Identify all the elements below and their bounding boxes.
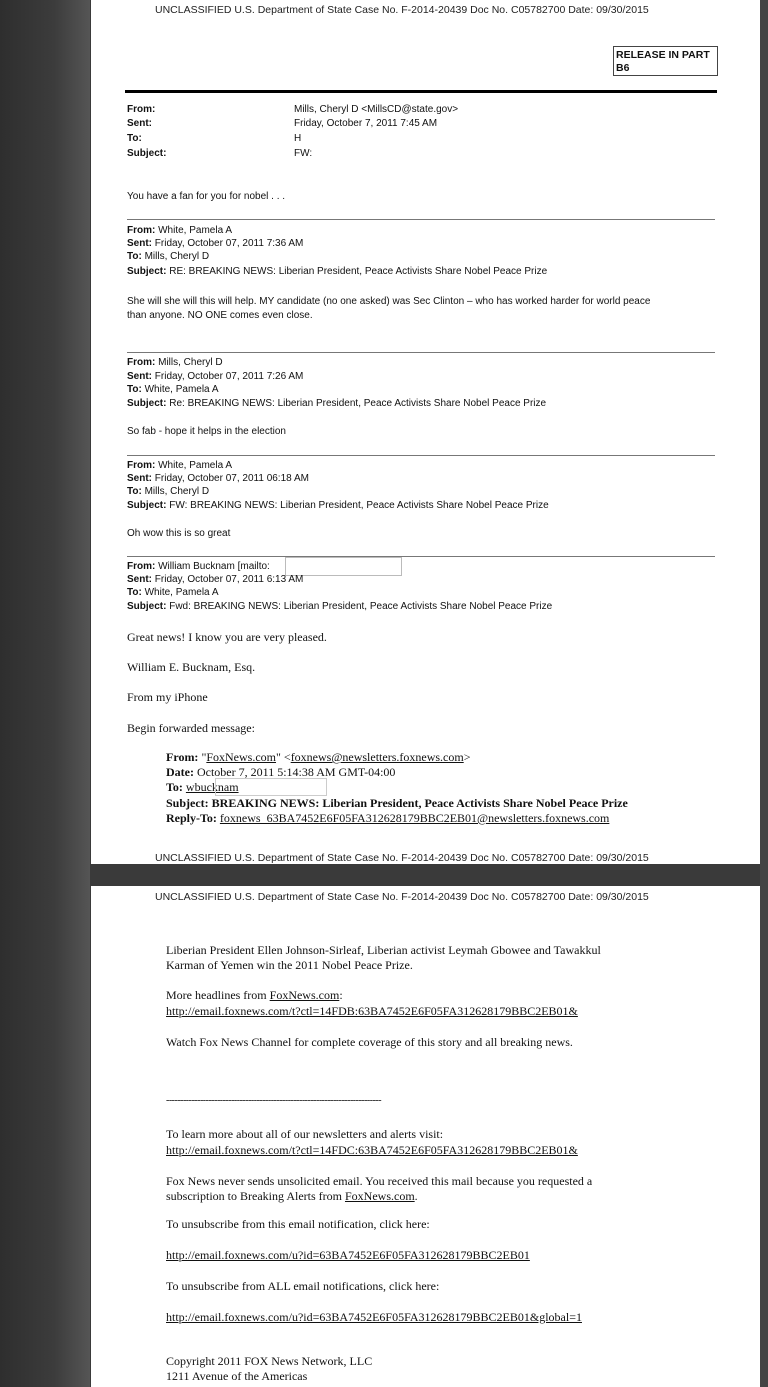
m2-subject-label: Subject: xyxy=(127,398,167,409)
newsletters-url-link[interactable]: http://email.foxnews.com/t?ctl=14FDC:63BA7452E6F05FA312628179BBC2EB01& xyxy=(166,1143,578,1157)
m1-body-line1: She will she will this will help. MY candidate (no one asked) was Sec Clinton – who has worked harder for world peace xyxy=(127,296,651,307)
unsubscribe-all-text: To unsubscribe from ALL email notifications, click here: xyxy=(166,1279,440,1293)
fwd-from xyxy=(166,750,470,765)
m1-body-line2: than anyone. NO ONE comes even close. xyxy=(127,310,313,321)
m4-sent-label: Sent: xyxy=(127,574,152,585)
more-headlines xyxy=(166,988,343,1003)
copyright-line1: Copyright 2011 FOX News Network, LLC xyxy=(166,1354,373,1368)
fwd-date-label: Date: xyxy=(166,765,194,779)
fwd-from-label: From: xyxy=(166,750,199,764)
m3-sent-value: Friday, October 07, 2011 06:18 AM xyxy=(152,473,309,484)
m4-to xyxy=(127,587,219,598)
m3-from-label: From: xyxy=(127,460,156,471)
m1-sent-label: Sent: xyxy=(127,238,152,249)
more-headlines-text: More headlines from xyxy=(166,988,270,1002)
value-sent: Friday, October 7, 2011 7:45 AM xyxy=(294,118,438,129)
m3-subject-label: Subject: xyxy=(127,500,167,511)
viewer-right-margin xyxy=(760,0,768,1387)
label-to: To: xyxy=(127,133,142,144)
story-line1: Liberian President Ellen Johnson-Sirleaf, Liberian activist Leymah Gbowee and Tawakkul xyxy=(166,943,601,957)
message-separator xyxy=(127,352,715,353)
m3-to xyxy=(127,486,209,497)
m2-from-value: Mills, Cheryl D xyxy=(155,357,223,368)
fwd-reply-link[interactable]: foxnews_63BA7452E6F05FA312628179BBC2EB01@newsletters.foxnews.com xyxy=(219,811,610,825)
m2-to-label: To: xyxy=(127,384,142,395)
m2-sent-value: Friday, October 07, 2011 7:26 AM xyxy=(152,371,304,382)
page-header: UNCLASSIFIED U.S. Department of State Case No. F-2014-20439 Doc No. C05782700 Date: 09/30/2015 xyxy=(155,891,649,903)
m3-from xyxy=(127,460,232,471)
m4-subject-label: Subject: xyxy=(127,601,167,612)
value-from: Mills, Cheryl D <MillsCD@state.gov> xyxy=(294,104,459,115)
m4-body-line1: Great news! I know you are very pleased. xyxy=(127,630,327,644)
m3-subject xyxy=(127,500,549,511)
m1-subject-label: Subject: xyxy=(127,266,167,277)
m4-to-label: To: xyxy=(127,587,142,598)
m4-from xyxy=(127,561,270,572)
fwd-to-label: To: xyxy=(166,780,183,794)
unsubscribe-all-url-link[interactable]: http://email.foxnews.com/u?id=63BA7452E6F05FA312628179BBC2EB01&global=1 xyxy=(166,1310,582,1324)
fwd-subject: Subject: BREAKING NEWS: Liberian President, Peace Activists Share Nobel Peace Prize xyxy=(166,796,628,810)
m2-sent-label: Sent: xyxy=(127,371,152,382)
value-to: H xyxy=(294,133,302,144)
fwd-from-end: > xyxy=(463,750,471,764)
message-separator xyxy=(127,219,715,220)
m1-to-value: Mills, Cheryl D xyxy=(141,251,210,262)
dash-separator: ---------------------------------------------------------------------------- xyxy=(166,1095,382,1106)
fwd-reply-to xyxy=(166,811,609,826)
message-separator xyxy=(127,556,715,557)
m1-subject-value: RE: BREAKING NEWS: Liberian President, Peace Activists Share Nobel Peace Prize xyxy=(166,266,548,277)
page-header: UNCLASSIFIED U.S. Department of State Case No. F-2014-20439 Doc No. C05782700 Date: 09/30/2015 xyxy=(155,4,649,16)
release-stamp-line2: B6 xyxy=(616,62,630,74)
never-line2 xyxy=(166,1189,418,1204)
m3-sent-label: Sent: xyxy=(127,473,152,484)
release-stamp xyxy=(613,46,718,76)
m1-from-value: White, Pamela A xyxy=(155,225,233,236)
m3-body: Oh wow this is so great xyxy=(127,528,231,539)
learn-text: To learn more about all of our newsletters and alerts visit: xyxy=(166,1127,444,1141)
fwd-from-quote-close: " < xyxy=(276,750,291,764)
top-body: You have a fan for you for nobel . . . xyxy=(127,191,286,202)
never-line2-end: . xyxy=(414,1189,418,1203)
m4-sent xyxy=(127,574,303,585)
m1-to xyxy=(127,251,209,262)
m3-to-value: Mills, Cheryl D xyxy=(141,486,210,497)
release-stamp-line1: RELEASE IN PART xyxy=(616,49,710,61)
m1-sent xyxy=(127,238,303,249)
never-line2-text: subscription to Breaking Alerts from xyxy=(166,1189,345,1203)
copyright-line2: 1211 Avenue of the Americas xyxy=(166,1369,308,1383)
fwd-from-name-link[interactable]: FoxNews.com xyxy=(206,750,277,764)
m2-to-value: White, Pamela A xyxy=(141,384,219,395)
redaction-box xyxy=(215,778,327,796)
m3-sent xyxy=(127,473,309,484)
unsubscribe-url-link[interactable]: http://email.foxnews.com/u?id=63BA7452E6F05FA312628179BBC2EB01 xyxy=(166,1248,530,1262)
fwd-date-value: October 7, 2011 5:14:38 AM GMT-04:00 xyxy=(193,765,396,779)
headlines-url-link[interactable]: http://email.foxnews.com/t?ctl=14FDB:63BA7452E6F05FA312628179BBC2EB01& xyxy=(166,1004,578,1018)
more-headlines-colon: : xyxy=(339,988,343,1002)
label-sent: Sent: xyxy=(127,118,152,129)
label-from: From: xyxy=(127,104,156,115)
m1-from-label: From: xyxy=(127,225,156,236)
m4-from-value: William Bucknam [mailto: xyxy=(155,561,270,572)
header-rule xyxy=(125,90,717,93)
fwd-to-link[interactable]: wbucknam xyxy=(185,780,239,794)
m1-subject xyxy=(127,266,547,277)
m4-from-label: From: xyxy=(127,561,156,572)
fwd-reply-label: Reply-To: xyxy=(166,811,217,825)
m2-sent xyxy=(127,371,303,382)
m4-sent-value: Friday, October 07, 2011 6:13 AM xyxy=(152,574,304,585)
page-footer: UNCLASSIFIED U.S. Department of State Case No. F-2014-20439 Doc No. C05782700 Date: 09/30/2015 xyxy=(155,852,649,864)
value-subject: FW: xyxy=(294,148,313,159)
m4-body-line3: From my iPhone xyxy=(127,690,208,704)
m4-to-value: White, Pamela A xyxy=(141,587,219,598)
viewer-left-margin xyxy=(0,0,90,1387)
document-page-2 xyxy=(91,886,760,1387)
m4-body-line2: William E. Bucknam, Esq. xyxy=(127,660,256,674)
fwd-from-quote-open: " xyxy=(198,750,207,764)
m3-subject-value: FW: BREAKING NEWS: Liberian President, Peace Activists Share Nobel Peace Prize xyxy=(166,500,549,511)
m2-subject-value: Re: BREAKING NEWS: Liberian President, Peace Activists Share Nobel Peace Prize xyxy=(166,398,547,409)
fwd-from-email-link[interactable]: foxnews@newsletters.foxnews.com xyxy=(290,750,464,764)
label-subject: Subject: xyxy=(127,148,167,159)
m1-to-label: To: xyxy=(127,251,142,262)
unsubscribe-text: To unsubscribe from this email notification, click here: xyxy=(166,1217,430,1231)
m2-to xyxy=(127,384,219,395)
m2-from xyxy=(127,357,223,368)
m2-subject xyxy=(127,398,546,409)
foxnews-link[interactable]: FoxNews.com xyxy=(269,988,340,1002)
m2-from-label: From: xyxy=(127,357,156,368)
never-line1: Fox News never sends unsolicited email. You received this mail because you requested a xyxy=(166,1174,593,1188)
message-separator xyxy=(127,455,715,456)
m4-subject-value: Fwd: BREAKING NEWS: Liberian President, Peace Activists Share Nobel Peace Prize xyxy=(166,601,553,612)
m4-subject xyxy=(127,601,552,612)
story-line2: Karman of Yemen win the 2011 Nobel Peace Prize. xyxy=(166,958,413,972)
m1-sent-value: Friday, October 07, 2011 7:36 AM xyxy=(152,238,304,249)
watch-text: Watch Fox News Channel for complete coverage of this story and all breaking news. xyxy=(166,1035,573,1049)
m3-to-label: To: xyxy=(127,486,142,497)
m2-body: So fab - hope it helps in the election xyxy=(127,426,286,437)
document-page-1 xyxy=(91,0,760,864)
foxnews-link[interactable]: FoxNews.com xyxy=(344,1189,415,1203)
m3-from-value: White, Pamela A xyxy=(155,460,233,471)
m1-from xyxy=(127,225,232,236)
m4-body-line4: Begin forwarded message: xyxy=(127,721,255,735)
